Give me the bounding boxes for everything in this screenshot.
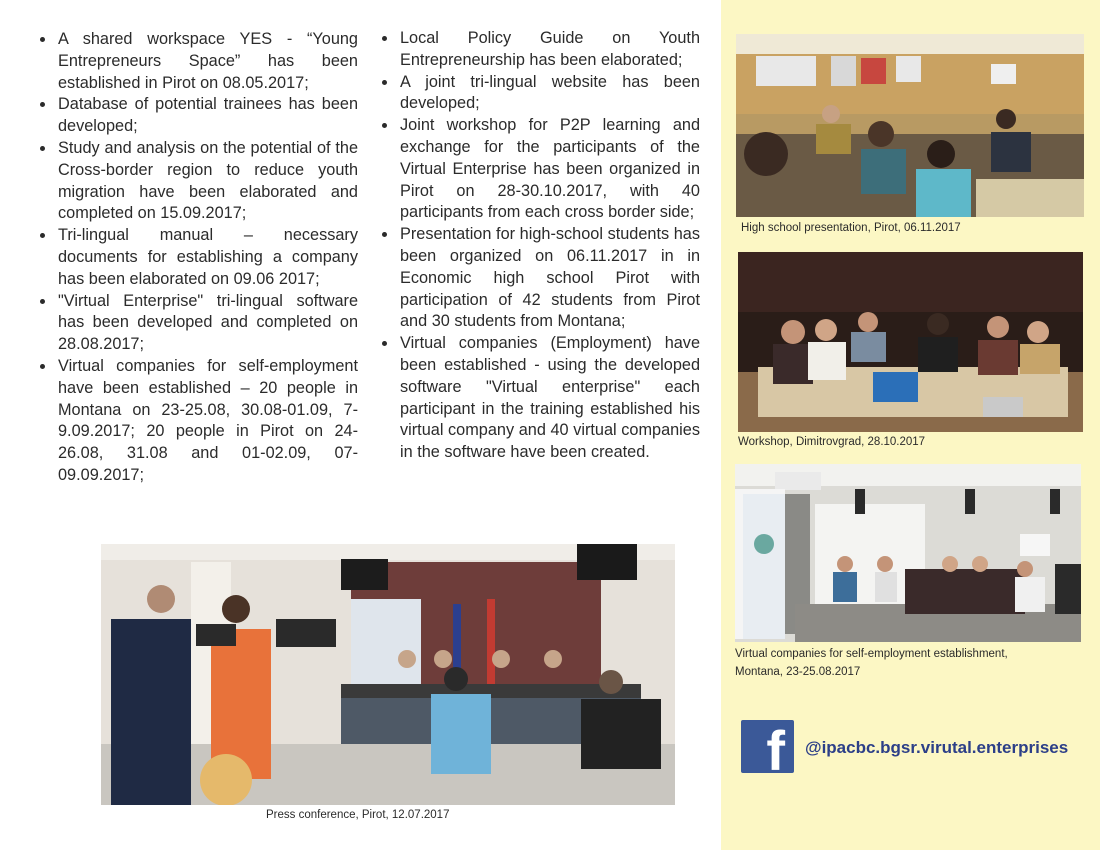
list-item: • Joint workshop for P2P learning and exchange for the participants of the Virtual Enterprise has been organized in Pirot on 28-30.10.2017, with 40 participants from each cross border side; xyxy=(398,115,700,224)
list-item: • Local Policy Guide on Youth Entrepreneurship has been elaborated; xyxy=(398,28,700,72)
high-school-caption: High school presentation, Pirot, 06.11.2017 xyxy=(741,222,961,234)
activities-list-left xyxy=(36,29,358,487)
press-conference-photo xyxy=(101,544,675,805)
workshop-photo xyxy=(738,252,1083,432)
facebook-icon[interactable] xyxy=(741,719,794,782)
workshop-caption: Workshop, Dimitrovgrad, 28.10.2017 xyxy=(738,436,926,448)
list-item: • A joint tri-lingual website has been developed; xyxy=(398,72,700,116)
facebook-glyph: f xyxy=(766,719,785,782)
virtual-companies-caption-line2: Montana, 23-25.08.2017 xyxy=(735,666,861,678)
facebook-handle-link[interactable]: @ipacbc.bgsr.virutal.enterprises xyxy=(805,738,1069,757)
list-item: • Virtual companies (Employment) have been established - using the developed software "Virtual enterprise" each participant in the training established his virtual company and 40 virtual companies in the software have been created. xyxy=(398,333,700,464)
high-school-presentation-photo xyxy=(736,34,1084,217)
list-item: • "Virtual Enterprise" tri-lingual software has been developed and completed on 28.08.2017; xyxy=(56,291,358,356)
virtual-companies-photo xyxy=(735,464,1081,642)
press-conference-caption: Press conference, Pirot, 12.07.2017 xyxy=(266,809,450,821)
list-item: • Presentation for high-school students has been organized on 06.11.2017 in in Economic high school Pirot with participation of 42 students from Pirot and 30 students from Montana; xyxy=(398,224,700,333)
virtual-companies-caption-line1: Virtual companies for self-employment establishment, xyxy=(735,648,1008,660)
list-item: • Virtual companies for self-employment have been established – 20 people in Montana on 23-25.08, 30.08-01.09, 7-9.09.2017; 20 people in Pirot on 24-26.08, 31.08 and 01-02.09, 07-09.09.2017; xyxy=(56,356,358,487)
list-item: • A shared workspace YES - “Young Entrepreneurs Space” has been established in Pirot on 08.05.2017; xyxy=(56,29,358,94)
activities-list-right xyxy=(378,28,700,464)
list-item: • Study and analysis on the potential of the Cross-border region to reduce youth migration have been elaborated and completed on 15.09.2017; xyxy=(56,138,358,225)
list-item: • Tri-lingual manual – necessary documents for establishing a company has been elaborated on 09.06 2017; xyxy=(56,225,358,290)
list-item: • Database of potential trainees has been developed; xyxy=(56,94,358,138)
